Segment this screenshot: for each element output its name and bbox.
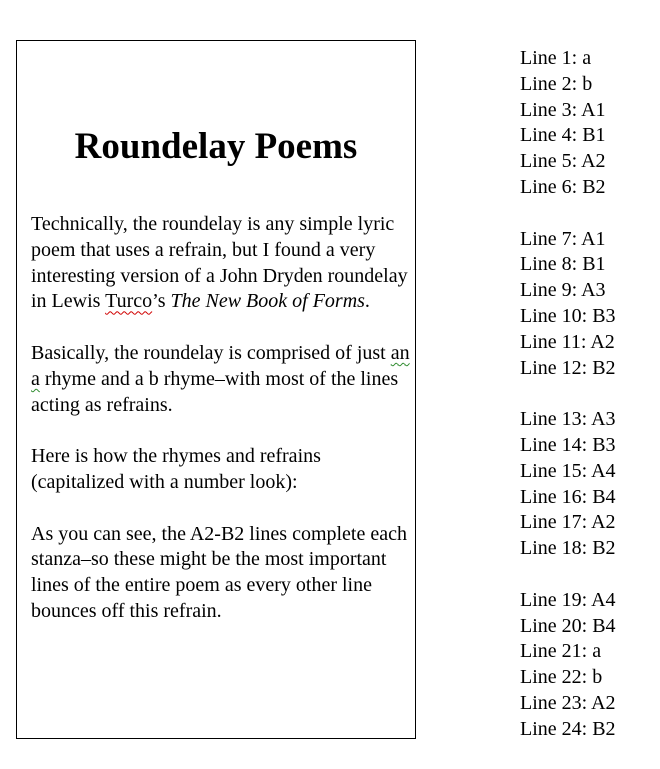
line-item: Line 11: A2 — [520, 330, 615, 353]
line-item: Line 22: b — [520, 666, 603, 689]
page-title: Roundelay Poems — [74, 126, 358, 167]
line-item: Line 3: A1 — [520, 98, 606, 121]
line-item: Line 21: a — [520, 640, 602, 663]
line-item: Line 17: A2 — [520, 511, 616, 534]
line-item: Line 20: B4 — [520, 614, 616, 637]
line-item: Line 6: B2 — [520, 175, 606, 198]
line-item: Line 4: B1 — [520, 124, 606, 147]
line-item: Line 1: a — [520, 47, 592, 69]
rhyme-scheme-list — [520, 46, 650, 768]
line-item: Line 19: A4 — [520, 588, 616, 611]
stanza-3 — [520, 407, 650, 562]
line-item: Line 24: B2 — [520, 717, 616, 740]
line-item: Line 12: B2 — [520, 356, 616, 379]
paragraph-intro-text-2: ’s — [152, 290, 171, 313]
paragraph-rhymes-text-2: rhyme and a b rhyme–with most of the lines acting as refrains. — [31, 367, 399, 416]
paragraph-rhymes — [31, 341, 411, 418]
stanza-2 — [520, 227, 650, 382]
stanza-4 — [520, 588, 650, 743]
paragraph-conclusion: As you can see, the A2-B2 lines complete each stanza–so these might be the most important lines of the entire poem as every other line bounces off this refrain. — [31, 522, 407, 622]
line-item: Line 14: B3 — [520, 433, 616, 456]
paragraph-rhymes-text: Basically, the roundelay is comprised of just — [31, 341, 391, 364]
grammar-flagged-phrase: an a — [31, 341, 410, 390]
line-item: Line 13: A3 — [520, 408, 616, 431]
line-item: Line 9: A3 — [520, 279, 606, 302]
paragraph-intro-text: Technically, the roundelay is any simple lyric poem that uses a refrain, but I found a very interesting version of a John Dryden roundelay in Lewis — [31, 213, 408, 313]
stanza-1 — [520, 46, 650, 201]
line-item: Line 15: A4 — [520, 459, 616, 482]
line-item: Line 10: B3 — [520, 304, 616, 327]
paragraph-intro — [31, 212, 411, 315]
line-item: Line 2: b — [520, 72, 593, 95]
line-item: Line 18: B2 — [520, 537, 616, 560]
line-item: Line 5: A2 — [520, 150, 606, 173]
line-item: Line 8: B1 — [520, 253, 606, 276]
paragraph-intro-end: . — [364, 290, 370, 313]
book-title: The New Book of Forms — [170, 290, 365, 313]
line-item: Line 7: A1 — [520, 227, 606, 250]
paragraph-scheme-intro: Here is how the rhymes and refrains (capitalized with a number look): — [31, 445, 321, 493]
line-item: Line 23: A2 — [520, 691, 616, 714]
document-body — [31, 212, 411, 651]
document-box — [16, 40, 416, 739]
spellcheck-flagged-word: Turco — [105, 290, 153, 313]
line-item: Line 16: B4 — [520, 485, 616, 508]
